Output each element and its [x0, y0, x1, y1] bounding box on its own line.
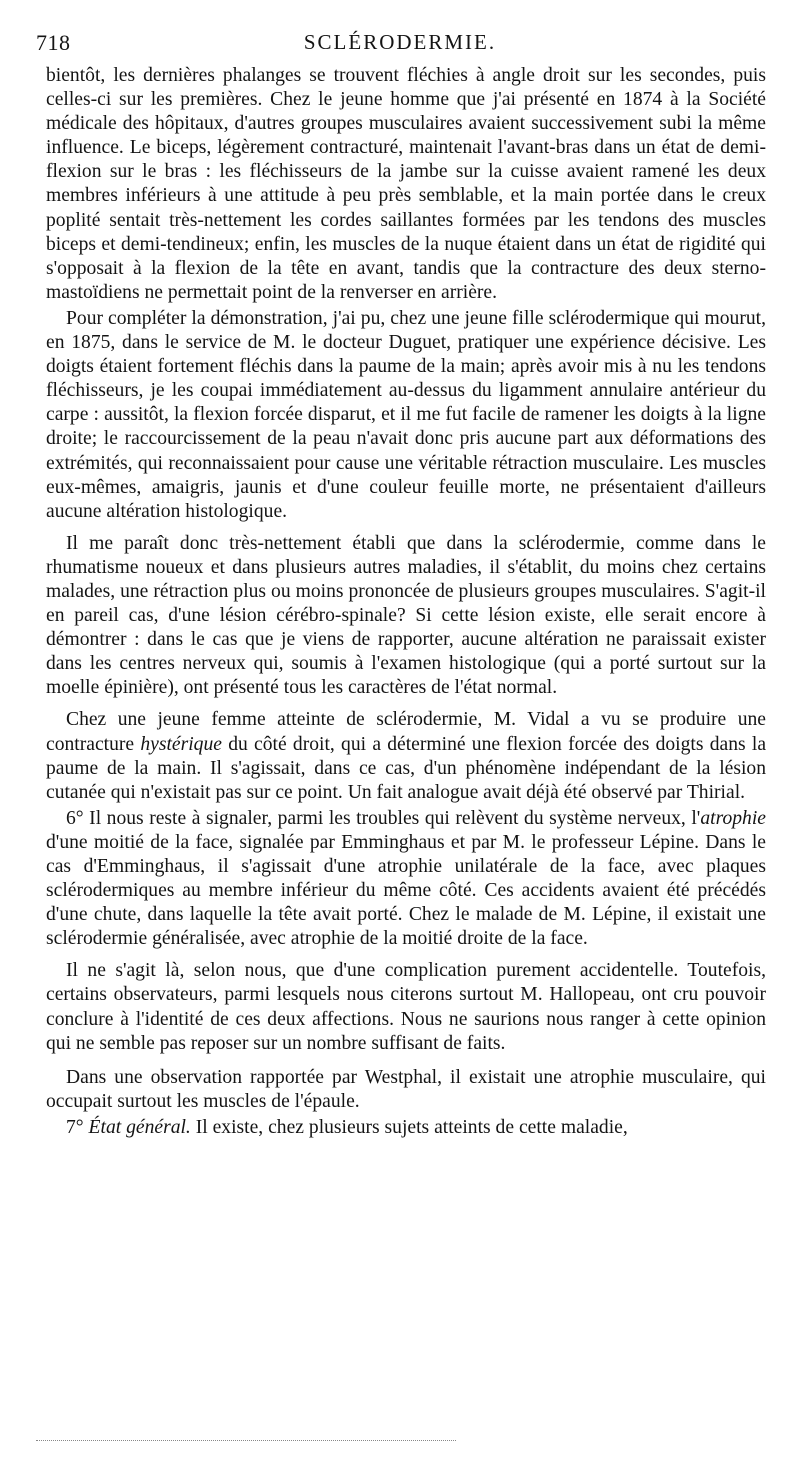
paragraph-continuation: bientôt, les dernières phalanges se trouvent fléchies à angle droit sur les secondes, puis celles-ci sur les premières. Chez le jeune homme que j'ai présenté en 1874 à la Société médicale des hôpitaux, d'autres groupes musculaires avaient successivement subi la même influence. Le biceps, légèrement contracturé, maintenait l'avant-bras dans un état de demi-flexion sur le bras : les fléchisseurs de la jambe sur la cuisse avaient ramené les deux membres inférieurs à une attitude à peu près semblable, et la main portée dans le creux poplité sentait très-nettement les cordes saillantes formées par les tendons des muscles biceps et demi-tendineux; enfin, les muscles de la nuque étaient dans un état de rigidité qui s'opposait à la flexion de la tête en avant, tandis que la contracture des deux sterno-mastoïdiens ne permettait point de la renverser en arrière. — [46, 65, 766, 303]
running-title: SCLÉRODERMIE. — [303, 30, 497, 54]
page-number: 718 — [36, 30, 71, 55]
paragraph-experiment: Pour compléter la démonstration, j'ai pu, chez une jeune fille sclérodermique qui mourut, en 1875, dans le service de M. le docteur Duguet, pratiquer une expérience décisive. Les doigts étaient fortement fléchis dans la paume de la main; après avoir mis à nu les tendons fléchisseurs, je les coupai immédiatement au-dessus du ligamment annulaire antérieur du carpe : aussitôt, la flexion forcée disparut, et il me fut facile de ramener les doigts à la ligne droite; le raccourcissement de la peau n'avait donc pris aucune part aux déformations des extrémités, qui reconnaissaient pour cause une véritable rétraction musculaire. Les muscles eux-mêmes, amaigris, jaunis et d'une couleur feuille morte, ne présentaient d'ailleurs aucune altération histologique. — [46, 307, 766, 522]
paragraph-westphal: Dans une observation rapportée par Westphal, il existait une atrophie musculaire, qui occupait surtout les muscles de l'épaule. — [46, 1066, 766, 1112]
paragraph-atrophie-end: d'une moitié de la face, signalée par Emminghaus et par M. le professeur Lépine. Dans le cas d'Emminghaus, il s'agissait d'une atrophie unilatérale de la face, avec plaques sclérodermiques au membre inférieur du même côté. Ces accidents avaient été précédés d'une chute, dans laquelle la tête avait porté. Chez le malade de M. Lépine, il existait une sclérodermie généralisée, avec atrophie de la moitié droite de la face. — [46, 831, 766, 950]
emphasis-atrophie: atrophie — [700, 807, 766, 829]
paragraph-vidal-start: Chez une jeune femme atteinte de sclérodermie, M. Vidal a vu se produire une contracture — [46, 709, 766, 755]
paragraph-etat-general-start: 7° — [66, 1116, 89, 1138]
paragraph-complication: Il ne s'agit là, selon nous, que d'une complication purement accidentelle. Toutefois, certains observateurs, parmi lesquels nous citerons surtout M. Hallopeau, ont cru pouvoir conclure à l'identité de ces deux affections. Nous ne saurions nous ranger à cette opinion qui ne semble pas reposer sur un nombre suffisant de faits. — [46, 960, 766, 1054]
paragraph-etat-general — [46, 1116, 766, 1140]
emphasis-hysterique: hystérique — [140, 733, 222, 755]
emphasis-etat-general: État général. — [88, 1116, 191, 1138]
paragraph-vidal-end: du côté droit, qui a déterminé une flexion forcée des doigts dans la paume de la main. Il s'agissait, dans ce cas, d'un phénomène indépendant de la lésion cutanée qui n'existait pas sur ce point. Un fait analogue avait déjà été observé par Thirial. — [46, 733, 767, 803]
paragraph-etat-general-end: Il existe, chez plusieurs sujets atteints de cette maladie, — [190, 1116, 628, 1138]
paragraph-vidal — [46, 708, 766, 804]
paragraph-retraction: Il me paraît donc très-nettement établi que dans la sclérodermie, comme dans le rhumatisme noueux et dans plusieurs autres maladies, il s'établit, du moins chez certains malades, une rétraction plus ou moins prononcée de plusieurs groupes musculaires. S'agit-il en pareil cas, d'une lésion cérébro-spinale? Si cette lésion existe, elle serait encore à démontrer : dans le cas que je viens de rapporter, aucune altération ne paraissait exister dans les centres nerveux qui, soumis à l'examen histologique (qui a porté surtout sur la moelle épinière), ont présenté tous les caractères de l'état normal. — [46, 532, 766, 699]
paragraph-atrophie-start: 6° Il nous reste à signaler, parmi les troubles qui relèvent du système nerveux, l' — [66, 807, 701, 829]
footer-dotted-rule — [36, 1440, 456, 1441]
body-text — [46, 64, 766, 1140]
paragraph-atrophie — [46, 807, 766, 952]
page-header — [36, 30, 764, 60]
